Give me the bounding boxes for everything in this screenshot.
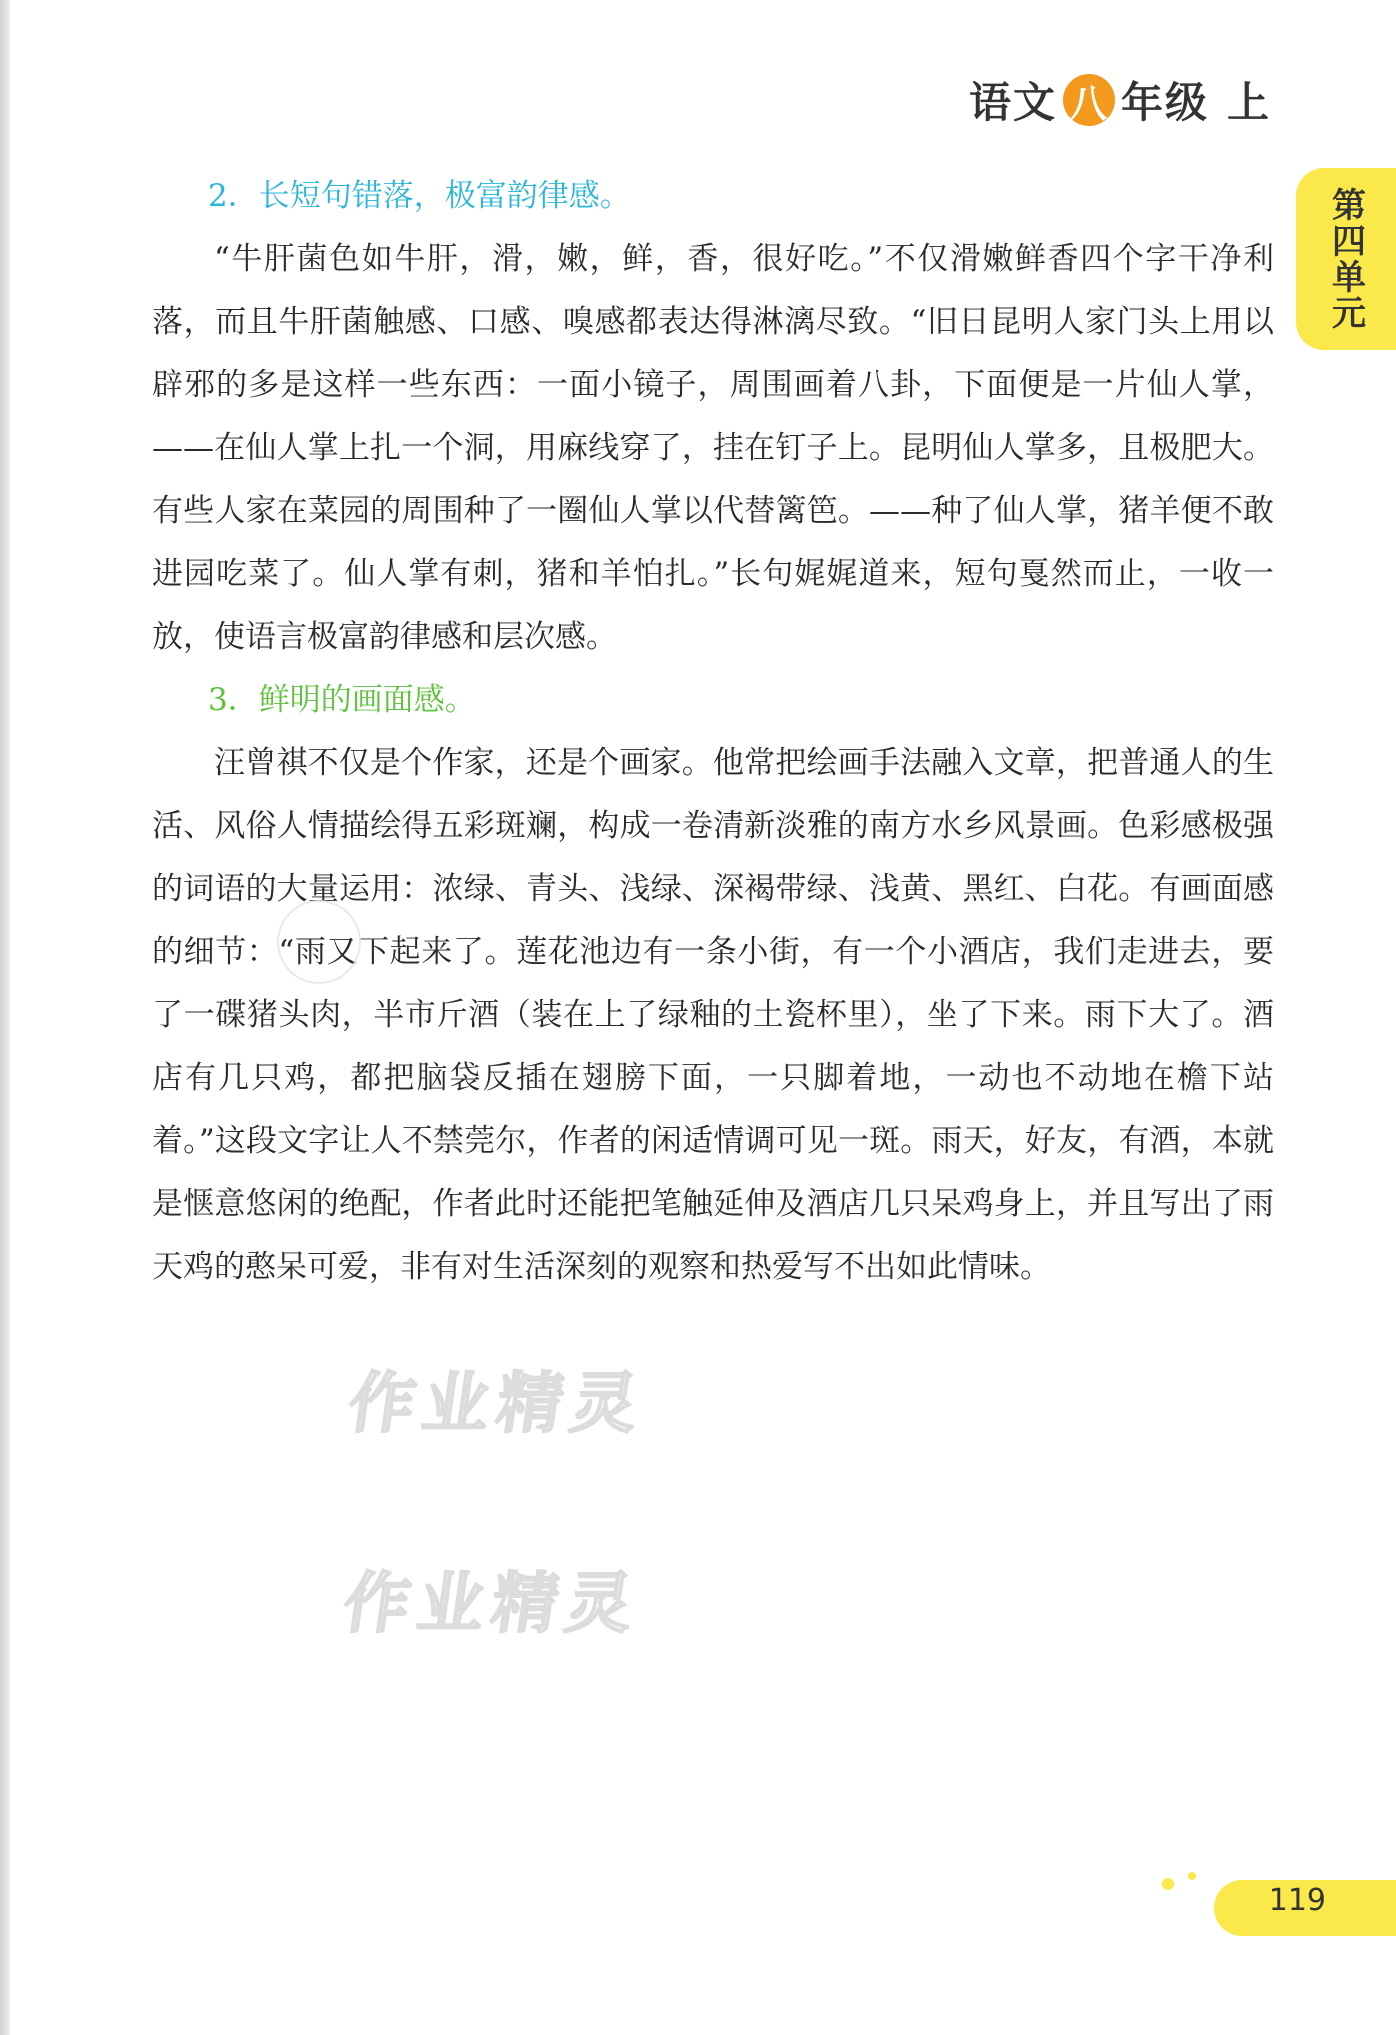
section-paragraph-2: “牛肝菌色如牛肝，滑，嫩，鲜，香，很好吃。”不仅滑嫩鲜香四个字干净利落，而且牛肝菌触感、口感、嗅感都表达得淋漓尽致。“旧日昆明人家门头上用以辟邪的多是这样一些东西：一面小镜子，周围画着八卦，下面便是一片仙人掌，——在仙人掌上扎一个洞，用麻线穿了，挂在钉子上。昆明仙人掌多，且极肥大。有些人家在菜园的周围种了一圈仙人掌以代替篱笆。——种了仙人掌，猪羊便不敢进园吃菜了。仙人掌有刺，猪和羊怕扎。”长句娓娓道来，短句戛然而止，一收一放，使语言极富韵律感和层次感。 bbox=[152, 241, 1274, 655]
watermark-text-1: 作业精灵 bbox=[343, 1365, 651, 1442]
page-header bbox=[969, 70, 1271, 130]
decorative-dot bbox=[1188, 1872, 1196, 1880]
header-subject: 语文 bbox=[968, 78, 1057, 127]
decorative-dot bbox=[1162, 1878, 1174, 1890]
section-paragraph-3: 汪曾祺不仅是个作家，还是个画家。他常把绘画手法融入文章，把普通人的生活、风俗人情描绘得五彩斑斓，构成一卷清新淡雅的南方水乡风景画。色彩感极强的词语的大量运用：浓绿、青头、浅绿、深褐带绿、浅黄、黑红、白花。有画面感的细节：“雨又下起来了。莲花池边有一条小街，有一个小酒店，我们走进去，要了一碟猪头肉，半市斤酒（装在上了绿釉的土瓷杯里），坐了下来。雨下大了。酒店有几只鸡，都把脑袋反插在翅膀下面，一只脚着地，一动也不动地在檐下站着。”这段文字让人不禁莞尔，作者的闲适情调可见一斑。雨天，好友，有酒，本就是惬意悠闲的绝配，作者此时还能把笔触延伸及酒店几只呆鸡身上，并且写出了雨天鸡的憨呆可爱，非有对生活深刻的观察和热爱写不出如此情味。 bbox=[152, 745, 1274, 1285]
unit-tab-label: 第四单元 bbox=[1325, 187, 1366, 331]
watermark-text-2: 作业精灵 bbox=[338, 1565, 646, 1642]
main-content bbox=[152, 165, 1274, 1299]
section-heading-2: 2．长短句错落，极富韵律感。 bbox=[208, 178, 631, 214]
watermark-stamp bbox=[277, 900, 361, 984]
header-volume: 上 bbox=[1226, 78, 1271, 127]
grade-badge: 八 bbox=[1063, 74, 1115, 126]
header-grade-suffix: 年级 bbox=[1120, 78, 1209, 127]
unit-tab bbox=[1296, 168, 1396, 350]
page-edge-shadow bbox=[0, 0, 10, 2035]
page-number: 119 bbox=[1268, 1883, 1326, 1918]
section-heading-3: 3．鲜明的画面感。 bbox=[208, 682, 476, 718]
